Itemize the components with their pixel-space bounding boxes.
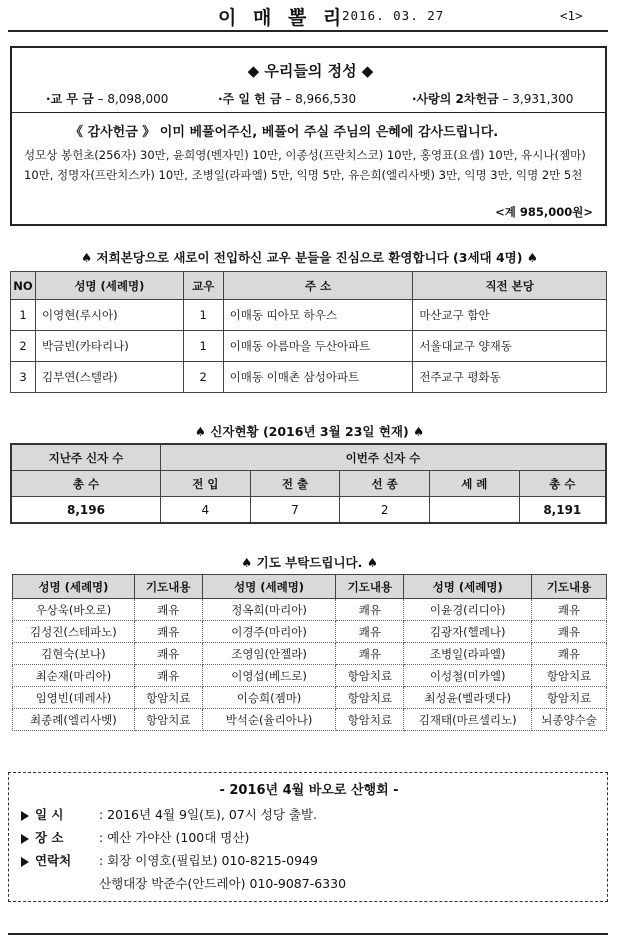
prayer-content: 쾌유 xyxy=(532,621,607,643)
prayer-content: 항암치료 xyxy=(336,687,404,709)
cell: 전주교구 평화동 xyxy=(413,362,607,393)
col-prev-parish: 직전 본당 xyxy=(413,272,607,300)
col-prayer: 기도내용 xyxy=(134,575,202,599)
prayer-content: 쾌유 xyxy=(532,599,607,621)
cell: 이매동 이매촌 삼성아파트 xyxy=(223,362,413,393)
event-row-place: 장 소 : 예산 가야산 (100대 명산) xyxy=(21,828,249,846)
prayer-content: 쾌유 xyxy=(336,643,404,665)
header-divider xyxy=(8,30,608,32)
value-total-now: 8,191 xyxy=(519,497,606,524)
cell: 박금빈(카타리나) xyxy=(35,331,183,362)
prayer-name: 최종례(엘리사벳) xyxy=(13,709,135,731)
prayer-name: 이성철(미카엘) xyxy=(404,665,532,687)
cell: 2 xyxy=(11,331,36,362)
prayer-name: 이승희(젬마) xyxy=(202,687,336,709)
table-row xyxy=(13,643,607,665)
value-total-prev: 8,196 xyxy=(11,497,161,524)
cell: 서울대교구 양재동 xyxy=(413,331,607,362)
prayer-name: 박석순(율리아나) xyxy=(202,709,336,731)
col-name: 성명 (세례명) xyxy=(35,272,183,300)
prayer-content: 항암치료 xyxy=(134,709,202,731)
offering-item-second: ·사랑의 2차헌금 – 3,931,300 xyxy=(412,92,574,106)
cell: 1 xyxy=(183,331,223,362)
bulletin-date: 2016. 03. 27 xyxy=(342,8,445,23)
col-name: 성명 (세례명) xyxy=(13,575,135,599)
prayer-name: 김성진(스테파노) xyxy=(13,621,135,643)
triangle-bullet-icon xyxy=(21,834,29,844)
table-row xyxy=(13,687,607,709)
col-prayer: 기도내용 xyxy=(336,575,404,599)
event-row-contact: 연락처 : 회장 이영호(필립보) 010-8215-0949 xyxy=(21,851,318,869)
col-prayer: 기도내용 xyxy=(532,575,607,599)
prayer-content: 쾌유 xyxy=(134,621,202,643)
cell: 이매동 띠아모 하우스 xyxy=(223,300,413,331)
value-deceased: 2 xyxy=(340,497,430,524)
prayer-name: 우상욱(바오로) xyxy=(13,599,135,621)
value-baptism xyxy=(429,497,519,524)
offering-divider xyxy=(12,112,605,113)
footer-divider xyxy=(8,933,608,935)
prayer-name: 조병일(라파엘) xyxy=(404,643,532,665)
last-week-header: 지난주 신자 수 xyxy=(11,444,161,471)
prayer-name: 조영임(안젤라) xyxy=(202,643,336,665)
cell: 1 xyxy=(11,300,36,331)
thanks-total: <계 985,000원> xyxy=(495,205,593,219)
prayer-name: 이경주(마리아) xyxy=(202,621,336,643)
event-row-datetime: 일 시 : 2016년 4월 9일(토), 07시 성당 출발. xyxy=(21,805,317,823)
newcomers-table xyxy=(10,271,607,393)
table-row xyxy=(11,497,606,524)
prayer-content: 항암치료 xyxy=(532,665,607,687)
col-address: 주 소 xyxy=(223,272,413,300)
bulletin-title: 이 매 뽈 리 xyxy=(218,7,347,29)
cell: 2 xyxy=(183,362,223,393)
cell: 3 xyxy=(11,362,36,393)
prayer-name: 최성윤(벨라뎃다) xyxy=(404,687,532,709)
this-week-header: 이번주 신자 수 xyxy=(161,444,606,471)
prayer-content: 쾌유 xyxy=(532,643,607,665)
col-no: NO xyxy=(11,272,36,300)
offering-item-tithe: ·교 무 금 – 8,098,000 xyxy=(46,92,169,106)
prayer-content: 쾌유 xyxy=(134,643,202,665)
prayer-content: 항암치료 xyxy=(336,709,404,731)
event-contact-extra: 산행대장 박준수(안드레아) 010-9087-6330 xyxy=(99,876,347,891)
page-number: <1> xyxy=(560,8,583,23)
offering-title: ◆ 우리들의 정성 ◆ xyxy=(247,62,374,80)
prayer-heading: ♠ 기도 부탁드립니다. ♠ xyxy=(241,555,378,570)
table-row xyxy=(13,599,607,621)
cell: 이매동 아름마을 두산아파트 xyxy=(223,331,413,362)
sub-transfer-in: 전 입 xyxy=(161,471,251,497)
table-row xyxy=(11,362,607,393)
prayer-name: 김광자(헬레나) xyxy=(404,621,532,643)
value-transfer-out: 7 xyxy=(250,497,340,524)
sub-transfer-out: 전 출 xyxy=(250,471,340,497)
cell: 이영현(루시아) xyxy=(35,300,183,331)
prayer-content: 항암치료 xyxy=(336,665,404,687)
prayer-name: 이윤경(리디아) xyxy=(404,599,532,621)
thanks-heading: 《 감사헌금 》 이미 베풀어주신, 베풀어 주실 주님의 은혜에 감사드립니다. xyxy=(70,125,499,140)
cell: 1 xyxy=(183,300,223,331)
prayer-table xyxy=(12,574,607,731)
table-row xyxy=(13,709,607,731)
prayer-name: 김현숙(보나) xyxy=(13,643,135,665)
table-row xyxy=(11,300,607,331)
table-row xyxy=(13,621,607,643)
prayer-name: 임영빈(데레사) xyxy=(13,687,135,709)
col-members: 교우 xyxy=(183,272,223,300)
prayer-name: 김재태(마르셀리노) xyxy=(404,709,532,731)
sub-total-prev: 총 수 xyxy=(11,471,161,497)
newcomers-heading: ♠ 저희본당으로 새로이 전입하신 교우 분들을 진심으로 환영합니다 (3세대 4명) ♠ xyxy=(80,250,538,265)
prayer-content: 쾌유 xyxy=(336,599,404,621)
cell: 마산교구 함안 xyxy=(413,300,607,331)
table-row xyxy=(11,331,607,362)
col-name: 성명 (세례명) xyxy=(404,575,532,599)
prayer-content: 쾌유 xyxy=(336,621,404,643)
triangle-bullet-icon xyxy=(21,811,29,821)
prayer-content: 쾌유 xyxy=(134,665,202,687)
believers-heading: ♠ 신자현황 (2016년 3월 23일 현재) ♠ xyxy=(194,424,425,439)
prayer-name: 이영섭(베드로) xyxy=(202,665,336,687)
prayer-content: 항암치료 xyxy=(532,687,607,709)
cell: 김부연(스텔라) xyxy=(35,362,183,393)
sub-baptism: 세 례 xyxy=(429,471,519,497)
event-box xyxy=(8,772,608,902)
sub-deceased: 선 종 xyxy=(340,471,430,497)
prayer-content: 쾌유 xyxy=(134,599,202,621)
offering-box xyxy=(10,46,607,226)
value-transfer-in: 4 xyxy=(161,497,251,524)
event-title: - 2016년 4월 바오로 산행회 - xyxy=(219,783,399,798)
prayer-content: 항암치료 xyxy=(134,687,202,709)
believers-table xyxy=(10,443,607,524)
thanks-list: 성모상 봉헌초(256자) 30만, 윤희영(벤자민) 10만, 이종성(프란치스코) 10만, 홍영표(요셉) 10만, 유시나(젬마) 10만, 정명자(프란치스카) 10만, 조병일(라파엘) 5만, 익명 5만, 유은희(엘리사벳) 3만, 익명 3만, 익명 2만 5천 xyxy=(24,148,586,182)
col-name: 성명 (세례명) xyxy=(202,575,336,599)
prayer-content: 뇌종양수술 xyxy=(532,709,607,731)
table-row xyxy=(13,665,607,687)
triangle-bullet-icon xyxy=(21,857,29,867)
offering-item-sunday: ·주 일 헌 금 – 8,966,530 xyxy=(218,92,357,106)
prayer-name: 정옥희(마리아) xyxy=(202,599,336,621)
sub-total-now: 총 수 xyxy=(519,471,606,497)
prayer-name: 최순재(마리아) xyxy=(13,665,135,687)
